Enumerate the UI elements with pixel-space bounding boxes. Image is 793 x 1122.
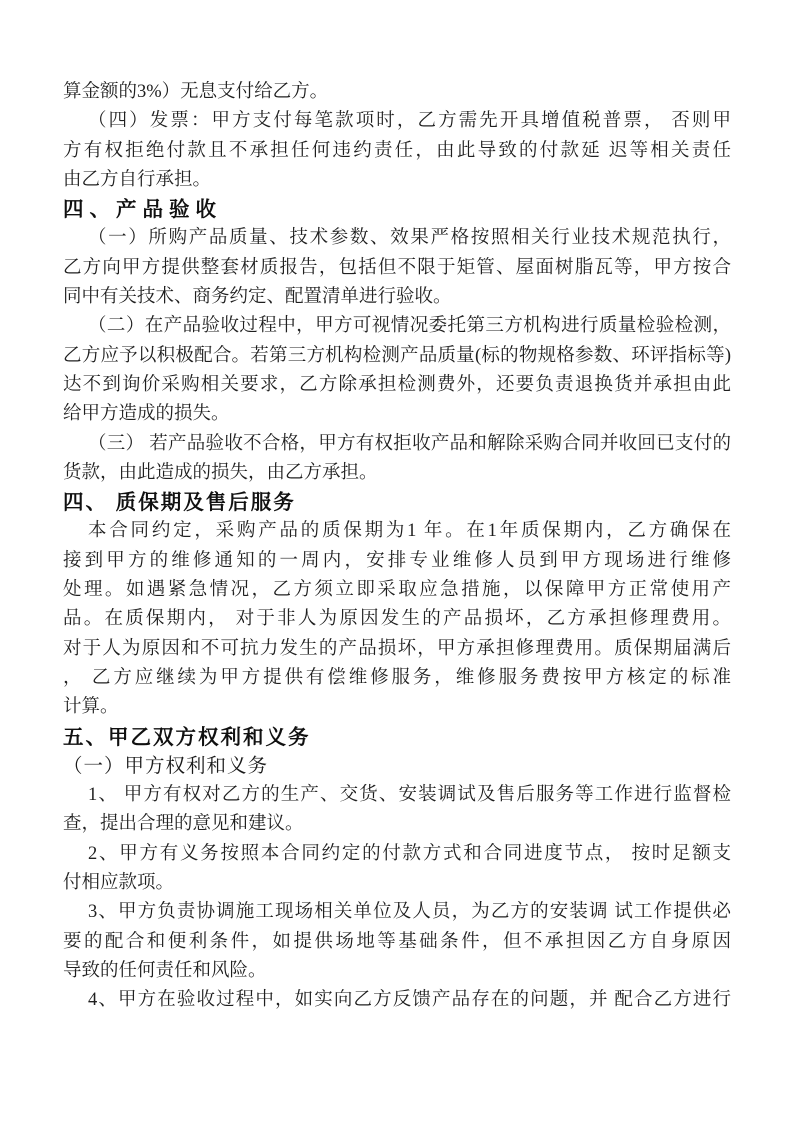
text-line: 查，提出合理的意见和建议。 [63, 814, 304, 835]
text-line: 导致的任何责任和风险。 [63, 960, 267, 981]
text-line: 品。在质保期内， 对于非人为原因发生的产品损坏，乙方承担修理费用。 [63, 609, 731, 630]
section-heading: 五、甲乙双方权利和义务 [63, 725, 311, 749]
text-line: 达不到询价采购相关要求，乙方除承担检测费外，还要负责退换货并承担由此 [63, 374, 731, 395]
text-line: 2、甲方有义务按照本合同约定的付款方式和合同进度节点， 按时足额支 [88, 843, 731, 864]
text-line: 接到甲方的维修通知的一周内，安排专业维修人员到甲方现场进行维修 [63, 550, 731, 571]
text-line: 4、甲方在验收过程中，如实向乙方反馈产品存在的问题，并 配合乙方进行 [88, 990, 731, 1011]
section-heading: 四、 质保期及售后服务 [63, 491, 296, 515]
text-line: 对于人为原因和不可抗力发生的产品损坏，甲方承担修理费用。质保期届满后 [63, 638, 731, 659]
text-line: 算金额的3%）无息支付给乙方。 [63, 82, 329, 102]
text-line: 方有权拒绝付款且不承担任何违约责任，由此导致的付款延 迟等相关责任 [63, 140, 731, 161]
text-line: 处理。如遇紧急情况，乙方须立即采取应急措施，以保障甲方正常使用产 [63, 580, 731, 601]
text-line: （二）在产品验收过程中，甲方可视情况委托第三方机构进行质量检验检测， [88, 316, 731, 337]
text-line: 本合同约定，采购产品的质保期为1 年。在1年质保期内，乙方确保在 [88, 521, 731, 542]
section-heading: 四、产品验收 [63, 198, 222, 222]
text-line: 要的配合和便利条件，如提供场地等基础条件，但不承担因乙方自身原因 [63, 931, 731, 952]
sub-section-heading: （一）甲方权利和义务 [63, 755, 269, 777]
text-line: 给甲方造成的损失。 [63, 404, 230, 425]
text-line: （四）发票：甲方支付每笔款项时，乙方需先开具增值税普票， 否则甲 [88, 111, 731, 132]
text-line: 计算。 [63, 697, 119, 718]
text-line: 由乙方自行承担。 [63, 169, 212, 190]
text-line: 同中有关技术、商务约定、配置清单进行验收。 [63, 287, 452, 308]
document-content [63, 78, 731, 1016]
text-line: （一）所购产品质量、技术参数、效果严格按照相关行业技术规范执行， [88, 228, 731, 249]
text-line: 3、甲方负责协调施工现场相关单位及人员，为乙方的安装调 试工作提供必 [88, 902, 731, 923]
text-line: ， 乙方应继续为甲方提供有偿维修服务，维修服务费按甲方核定的标准 [63, 667, 731, 688]
text-line: （三） 若产品验收不合格，甲方有权拒收产品和解除采购合同并收回已支付的 [88, 433, 731, 454]
text-line: 乙方向甲方提供整套材质报告，包括但不限于矩管、屋面树脂瓦等，甲方按合 [63, 257, 731, 278]
text-line: 乙方应予以积极配合。若第三方机构检测产品质量(标的物规格参数、环评指标等) [63, 345, 731, 366]
text-line: 货款，由此造成的损失，由乙方承担。 [63, 462, 378, 483]
text-line: 付相应款项。 [63, 873, 175, 894]
text-line: 1、 甲方有权对乙方的生产、交货、安装调试及售后服务等工作进行监督检 [88, 785, 731, 806]
